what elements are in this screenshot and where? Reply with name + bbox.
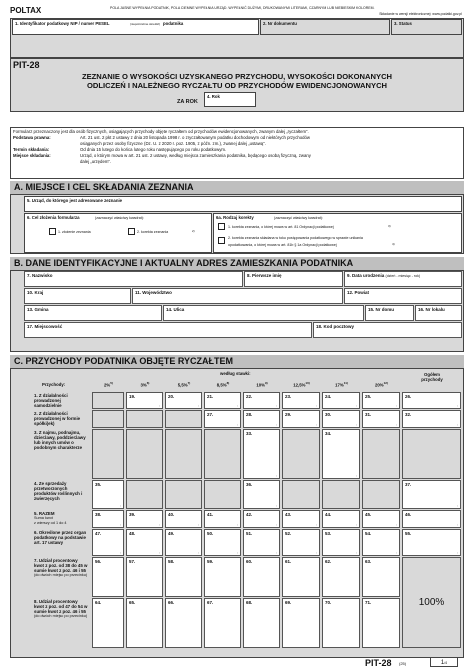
field-16-label: 16. Nr lokalu [418,307,445,312]
rate-footnote: 7) [187,381,191,385]
field-1-suffix: podatnika [163,21,184,26]
opt-art81b-label2: opodatkowania, o której mowa w art. 81b § 1a Ordynacji podatkowej [228,243,337,247]
opt-correction-sup: 2) [192,229,195,233]
field-18-label: 18. Kod pocztowy [316,324,355,329]
grosze-separator: , [356,473,357,477]
disabled-cell [282,480,320,509]
field-number: 37. [405,482,412,487]
grosze-separator: , [120,550,121,554]
disabled-cell [92,392,124,409]
row-label-text: 5. RAZEM [34,511,55,516]
income-input-cell[interactable] [204,598,241,648]
grosze-separator: , [457,550,458,554]
income-input-cell[interactable] [282,392,320,409]
opt-correction-label: 2. korekta zeznania [137,230,169,234]
field-number: 23. [285,394,292,399]
income-input-cell[interactable] [362,529,400,556]
rate-header [92,381,125,387]
row-label [32,510,90,528]
grosze-separator: , [457,422,458,426]
total-header-line2: przychody [421,377,443,382]
income-input-cell[interactable] [322,410,360,428]
field-number: 29. [285,412,292,417]
field-12-label: 12. Powiat [347,290,370,295]
total-header [402,372,462,382]
rate-header [165,381,203,387]
disabled-cell [204,429,241,479]
grosze-separator: , [276,473,277,477]
row-label [32,557,90,597]
field-4-label: 4. Rok [207,94,220,99]
row-label-sub: Suma kwot [34,516,53,520]
field-number: 68. [246,600,253,605]
income-input-cell[interactable] [362,598,400,648]
info-basis-text2: osiąganych przez osoby fizyczne (Dz. U. z 2020 r. poz. 1905, z późn. zm.), zwanej dalej „ustawą”. [80,141,266,146]
field-18-postal-code[interactable] [313,322,462,338]
income-input-cell[interactable] [165,598,202,648]
section-c-title: C. PRZYCHODY PODATNIKA OBJĘTE RYCZAŁTEM [10,355,464,368]
income-input-cell[interactable] [362,410,400,428]
grosze-separator: , [159,403,160,407]
rate-value: 3% [140,382,147,388]
field-7-label: 7. Nazwisko [27,273,53,278]
field-number: 42. [246,512,253,517]
income-input-cell[interactable] [282,529,320,556]
field-number: 64. [95,600,102,605]
grosze-separator: , [120,522,121,526]
income-input-cell[interactable] [204,410,241,428]
disabled-cell [282,429,320,479]
field-2-label: 2. Nr dokumentu [263,21,297,26]
income-input-cell[interactable] [92,598,124,648]
opt-submit-label: 1. złożenie zeznania [58,230,91,234]
disabled-cell [126,410,163,428]
field-number: 26. [405,394,412,399]
field-13-label: 13. Gmina [27,307,49,312]
info-place-label: Miejsce składania: [13,153,51,158]
field-number: 36. [246,482,253,487]
info-place-text2: dalej „urzędem”. [80,159,112,164]
opt-art81b-sup: 4) [392,242,395,246]
rate-footnote: 5) [110,381,113,385]
grosze-separator: , [198,403,199,407]
grosze-separator: , [396,522,397,526]
row-label [32,480,90,509]
income-input-cell[interactable] [362,392,400,409]
header-instructions: POLA JASNE WYPEŁNIA PODATNIK, POLA CIEMNE WYPEŁNIA URZĄD. WYPEŁNIĆ DUŻYMI, DRUKOWANYMI LITERAMI, CZARNYM LUB NIEBIESKIM KOLOREM. [110,6,375,10]
rate-header [243,381,281,387]
rate-value: 8,5% [216,382,227,388]
rate-footnote: 6) [146,381,150,385]
footer-page [430,657,458,667]
form-title [10,72,464,90]
field-8-first-name[interactable] [244,271,343,287]
disabled-cell [165,410,202,428]
row-label-text: 4. Ze sprzedaży przetworzonych produktów roślinnych i zwierzęcych [34,481,83,501]
field-number: 24. [325,394,332,399]
field-6-purpose [24,213,212,253]
rate-header [282,381,321,387]
percent-total: 100% [402,557,461,648]
total-header-line1: Ogółem [424,372,440,377]
row-label-text: 3. Z najmu, podnajmu, dzierżawy, poddzierżawy lub innych umów o podobnym charakterze [34,430,86,450]
field-number: 61. [285,559,292,564]
field-4-year[interactable] [204,92,256,107]
rate-value: 17% [335,382,344,388]
info-intro: Formularz przeznaczony jest dla osób fizycznych, osiągających przychody objęte ryczałtem od przychodów ewidencjonowanych, zwanym dalej „ryczałtem”. [13,129,309,134]
grosze-separator: , [396,422,397,426]
field-number: 21. [207,394,214,399]
field-13-commune[interactable] [24,305,162,321]
rate-value: 5,5% [177,382,188,388]
income-input-cell[interactable] [322,557,360,597]
field-1-note: (niepotrzebne skreślić) [130,21,161,26]
income-input-cell[interactable] [165,557,202,597]
field-number: 27. [207,412,214,417]
income-input-cell[interactable] [322,598,360,648]
field-number: 33. [246,431,253,436]
field-number: 70. [325,600,332,605]
income-input-cell[interactable] [92,510,124,528]
income-input-cell[interactable] [402,510,461,528]
field-14-street[interactable] [163,305,364,321]
field-number: 71. [365,600,372,605]
income-input-cell[interactable] [402,529,461,556]
income-input-cell[interactable] [282,557,320,597]
row-label [32,392,90,409]
field-6-note: (zaznaczyć właściwy kwadrat): [95,215,144,220]
checkbox-correction-art81b[interactable] [218,237,225,244]
income-input-cell[interactable] [92,480,124,509]
field-number: 44. [325,512,332,517]
income-input-cell[interactable] [282,598,320,648]
field-number: 38. [95,512,102,517]
grosze-separator: , [276,503,277,507]
grosze-separator: , [356,550,357,554]
disabled-cell [322,480,360,509]
form-code: PIT-28 [13,60,40,70]
grosze-separator: , [316,422,317,426]
grosze-separator: , [457,503,458,507]
rate-footnote: 8) [226,381,230,385]
row-label-text: 1. Z działalności prowadzonej samodzielnie [34,393,68,408]
field-number: 43. [285,512,292,517]
income-input-cell[interactable] [402,480,461,509]
income-input-cell[interactable] [243,392,280,409]
field-8-label: 8. Pierwsze imię [247,273,282,278]
field-number: 60. [246,559,253,564]
grosze-separator: , [276,522,277,526]
income-col-label: Przychody: [42,382,66,387]
field-number: 66. [168,600,175,605]
row-label-sub: z wierszy od 1 do 4 [34,521,67,525]
field-number: 30. [325,412,332,417]
field-6a-label: 6a. Rodzaj korekty [216,215,254,220]
income-input-cell[interactable] [126,392,163,409]
income-input-cell[interactable] [243,598,280,648]
grosze-separator: , [457,522,458,526]
field-10-country[interactable] [24,288,131,304]
field-number: 49. [168,531,175,536]
field-number: 55. [405,531,412,536]
field-number: 46. [405,512,412,517]
field-number: 32. [405,412,412,417]
grosze-separator: , [198,550,199,554]
rate-footnote: 11) [343,381,348,385]
opt-art81-label: 1. korekta zeznania, o której mowa w art. 81 Ordynacji podatkowej [228,225,334,229]
income-input-cell[interactable] [322,529,360,556]
grosze-separator: , [457,403,458,407]
income-input-cell[interactable] [402,392,461,409]
income-input-cell[interactable] [92,557,124,597]
field-1-nip[interactable] [12,19,259,35]
field-number: 20. [168,394,175,399]
income-input-cell[interactable] [243,480,280,509]
grosze-separator: , [316,522,317,526]
grosze-separator: , [159,550,160,554]
disabled-cell [204,480,241,509]
field-17-city[interactable] [24,322,312,338]
income-input-cell[interactable] [165,510,202,528]
income-input-cell[interactable] [126,598,163,648]
row-label [32,410,90,428]
field-11-label: 11. Województwo [135,290,172,295]
field-number: 22. [246,394,253,399]
field-number: 34. [325,431,332,436]
income-input-cell[interactable] [243,529,280,556]
field-16-flat-number[interactable] [415,305,462,321]
field-number: 56. [95,559,102,564]
income-input-cell[interactable] [362,557,400,597]
field-1-label: 1. Identyfikator podatkowy NIP / numer PESEL [15,21,110,26]
field-number: 67. [207,600,214,605]
field-9-label: 9. Data urodzenia [347,273,385,278]
field-number: 51. [246,531,253,536]
field-number: 53. [325,531,332,536]
field-number: 62. [325,559,332,564]
field-number: 28. [246,412,253,417]
income-input-cell[interactable] [126,510,163,528]
disabled-cell [92,429,124,479]
form-title-line1: ZEZNANIE O WYSOKOŚCI UZYSKANEGO PRZYCHODU, WYSOKOŚCI DOKONANYCH [81,72,393,81]
checkbox-correction-art81[interactable] [218,223,225,230]
income-input-cell[interactable] [204,392,241,409]
grosze-separator: , [237,550,238,554]
info-basis-text1: Art. 21 ust. 2 pkt 2 ustawy z dnia 20 listopada 1998 r. o zryczałtowanym podatku dochodowym od niektórych przychodów [80,135,311,140]
info-place-text1: Urząd, o którym mowa w art. 21 ust. 2 ustawy, według miejsca zamieszkania podatnika, będącego osobą fizyczną, zwany [80,153,311,158]
income-input-cell[interactable] [204,557,241,597]
grosze-separator: , [276,422,277,426]
section-a-title: A. MIEJSCE I CEL SKŁADANIA ZEZNANIA [10,181,464,194]
field-number: 50. [207,531,214,536]
income-input-cell[interactable] [204,529,241,556]
year-prefix: ZA ROK [177,99,198,105]
field-number: 59. [207,559,214,564]
field-2-doc-number [260,19,390,35]
rate-header [126,381,164,387]
field-6a-correction-type [213,213,462,253]
field-number: 57. [129,559,136,564]
row-label-text: 2. Z działalności prowadzonej w formie spółki(ek) [34,411,81,426]
income-input-cell[interactable] [402,410,461,428]
grosze-separator: , [396,550,397,554]
rate-header [322,381,361,387]
grosze-separator: , [356,403,357,407]
grosze-separator: , [198,522,199,526]
grosze-separator: , [316,550,317,554]
disabled-cell [92,410,124,428]
income-input-cell[interactable] [204,510,241,528]
income-input-cell[interactable] [322,392,360,409]
rates-header: według stawki: [220,371,251,376]
field-number: 40. [168,512,175,517]
row-label-sub: (do dwóch miejsc po przecinku) [34,573,88,577]
rate-header [204,381,242,387]
footer-version: (25) [399,661,407,666]
info-deadline-text: Od dnia 15 lutego do końca lutego roku następującego po roku podatkowym. [80,147,227,152]
income-input-cell[interactable] [322,510,360,528]
disabled-cell [126,429,163,479]
rate-value: 12,5% [293,382,306,388]
income-input-cell[interactable] [92,529,124,556]
disabled-cell [362,429,400,479]
grosze-separator: , [356,422,357,426]
field-number: 39. [129,512,136,517]
field-9-note: (dzień - miesiąc - rok) [385,274,421,278]
income-input-cell[interactable] [282,410,320,428]
field-number: 45. [365,512,372,517]
checkbox-submit[interactable] [49,228,56,235]
field-number: 58. [168,559,175,564]
field-number: 54. [365,531,372,536]
row-label [32,598,90,648]
field-10-label: 10. Kraj [27,290,44,295]
income-input-cell[interactable] [243,510,280,528]
field-5-office[interactable] [24,196,462,212]
opt-art81b-label1: 2. korekta zeznania składana w toku postępowania podatkowego w sprawie unikania [228,236,363,240]
field-number: 41. [207,512,214,517]
field-number: 19. [129,394,136,399]
field-15-house-number[interactable] [365,305,414,321]
field-7-surname[interactable] [24,271,243,287]
rate-header [362,381,401,387]
field-number: 35. [95,482,102,487]
field-15-label: 15. Nr domu [368,307,395,312]
field-6a-note: (zaznaczyć właściwy kwadrat): [274,215,323,220]
income-input-cell[interactable] [126,529,163,556]
opt-art81-sup: 3) [388,224,391,228]
field-3-status [391,19,462,35]
rate-value: 2% [104,382,111,388]
income-input-cell[interactable] [243,410,280,428]
form-page [10,6,464,666]
field-12-county[interactable] [344,288,462,304]
field-number: 31. [365,412,372,417]
field-3-label: 3. Status [394,21,412,26]
row-label-text: 7. Udział procentowy kwot z poz. od 38 do 45 w sumie kwot z poz. 46 i 55 [34,558,88,573]
field-14-label: 14. Ulica [166,307,185,312]
field-17-label: 17. Miejscowość [27,324,63,329]
row-label-sub: (do dwóch miejsc po przecinku) [34,614,88,618]
grosze-separator: , [276,403,277,407]
field-number: 48. [129,531,136,536]
disabled-cell [165,429,202,479]
income-input-cell[interactable] [165,392,202,409]
income-input-cell[interactable] [243,429,280,479]
footer-code: PIT-28 [365,658,392,668]
grosze-separator: , [356,522,357,526]
header-electronic-note: Składanie w wersji elektronicznej: www.podatki.gov.pl [379,12,462,16]
info-basis-label: Podstawa prawna: [13,135,51,140]
rate-value: 20% [375,382,384,388]
field-5-label: 5. Urząd, do którego jest adresowane zeznanie [27,198,123,203]
field-number: 47. [95,531,102,536]
field-number: 69. [285,600,292,605]
grosze-separator: , [396,403,397,407]
footer-page-of: /4 [444,661,448,665]
brand-logo: POLTAX [10,6,42,15]
income-input-cell[interactable] [243,557,280,597]
field-9-birth-date[interactable] [344,271,462,287]
field-number: 63. [365,559,372,564]
grosze-separator: , [237,403,238,407]
field-11-voivodeship[interactable] [132,288,343,304]
disabled-cell [362,480,400,509]
row-label-text: 8. Udział procentowy kwot z poz. od 47 do 54 w sumie kwot z poz. 46 i 55 [34,599,88,614]
field-6-label: 6. Cel złożenia formularza [27,215,80,220]
rate-footnote: 12) [383,381,388,385]
income-input-cell[interactable] [165,529,202,556]
checkbox-correction[interactable] [128,228,135,235]
income-input-cell[interactable] [362,510,400,528]
form-title-line2: ODLICZEŃ I NALEŻNEGO RYCZAŁTU OD PRZYCHODÓW EWIDENCJONOWANYCH [86,81,388,90]
disabled-cell [165,480,202,509]
rate-footnote: 10) [305,381,310,385]
section-b-title: B. DANE IDENTYFIKACYJNE I AKTUALNY ADRES ZAMIESZKANIA PODATNIKA [10,257,464,270]
field-number: 52. [285,531,292,536]
grosze-separator: , [316,403,317,407]
grosze-separator: , [276,550,277,554]
rate-value: 10% [256,382,265,388]
row-label-text: 6. Określone przez organ podatkowy na podstawie art. 17 ustawy [34,530,87,545]
grosze-separator: , [120,503,121,507]
field-number: 65. [129,600,136,605]
disabled-cell [402,429,461,479]
grosze-separator: , [159,522,160,526]
row-label [32,529,90,556]
rate-footnote: 9) [264,381,268,385]
income-input-cell[interactable] [322,429,360,479]
income-input-cell[interactable] [282,510,320,528]
row-label [32,429,90,479]
field-number: 25. [365,394,372,399]
grosze-separator: , [237,422,238,426]
info-deadline-label: Termin składania: [13,147,50,152]
footer-page-number: 1 [440,660,445,666]
grosze-separator: , [237,522,238,526]
income-input-cell[interactable] [126,557,163,597]
disabled-cell [126,480,163,509]
